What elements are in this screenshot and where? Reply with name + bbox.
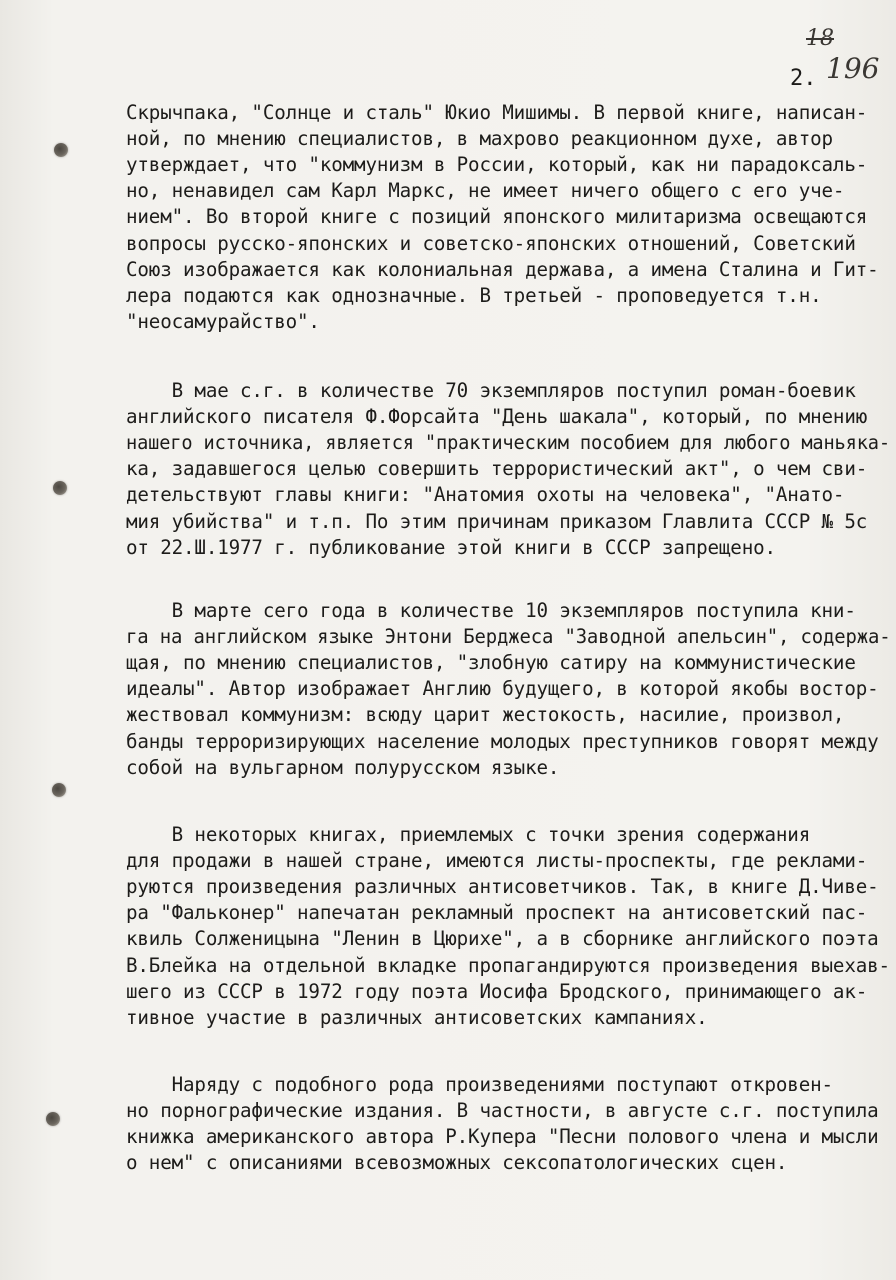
- text-line: вопросы русско-японских и советско-японских отношений, Советский: [126, 231, 856, 255]
- text-line: книжка американского автора Р.Купера "Песни полового члена и мысли: [126, 1125, 879, 1149]
- page-number: 2.: [790, 66, 817, 91]
- text-line: квиль Солженицына "Ленин в Цюрихе", а в сборнике английского поэта: [126, 927, 879, 951]
- text-line: В некоторых книгах, приемлемых с точки зрения содержания: [126, 823, 811, 846]
- text-line: для продажи в нашей стране, имеются листы-проспекты, где реклами-: [126, 849, 868, 873]
- text-line: нием". Во второй книге с позиций японского милитаризма освещаются: [126, 205, 868, 229]
- text-line: собой на вульгарном полурусском языке.: [126, 755, 560, 779]
- text-line: "неосамурайство".: [126, 309, 320, 333]
- text-line: Скрычпака, "Солнце и сталь" Юкио Мишимы. В первой книге, написан-: [126, 101, 868, 124]
- text-line: но порнографические издания. В частности, в августе с.г. поступила: [126, 1099, 879, 1123]
- text-line: В мае с.г. в количестве 70 экземпляров поступил роман-боевик: [126, 379, 856, 402]
- text-line: от 22.Ш.1977 г. публикование этой книги в СССР запрещено.: [126, 535, 776, 559]
- text-line: детельствуют главы книги: "Анатомия охоты на человека", "Анато-: [126, 483, 845, 507]
- text-line: ка, задавшегося целью совершить террористический акт", о чем сви-: [126, 457, 868, 481]
- text-line: мия убийства" и т.п. По этим причинам приказом Главлита СССР № 5с: [126, 509, 868, 533]
- text-line: В марте сего года в количестве 10 экземпляров поступила кни-: [126, 599, 856, 622]
- text-line: но, ненавидел сам Карл Маркс, не имеет ничего общего с его уче-: [126, 179, 845, 203]
- text-line: шего из СССР в 1972 году поэта Иосифа Бродского, принимающего ак-: [126, 979, 868, 1003]
- text-line: тивное участие в различных антисоветских кампаниях.: [126, 1005, 708, 1029]
- text-line: Наряду с подобного рода произведениями поступают откровен-: [126, 1073, 833, 1096]
- text-line: ной, по мнению специалистов, в махрово реакционном духе, автор: [126, 127, 833, 151]
- text-line: щая, по мнению специалистов, "злобную сатиру на коммунистические: [126, 651, 856, 675]
- punch-hole: [52, 783, 66, 797]
- text-line: о нем" с описаниями всевозможных сексопатологических сцен.: [126, 1151, 788, 1175]
- text-line: банды терроризирующих население молодых преступников говорят между: [126, 729, 879, 753]
- text-line: га на английском языке Энтони Берджеса "Заводной апельсин", содержа-: [126, 625, 891, 649]
- punch-hole: [53, 481, 67, 495]
- text-line: руются произведения различных антисоветчиков. Так, в книге Д.Чиве-: [126, 875, 879, 899]
- text-line: нашего источника, является "практическим пособием для любого маньяка-: [126, 431, 890, 455]
- text-line: В.Блейка на отдельной вкладке пропагандируются произведения выехав-: [126, 953, 890, 977]
- punch-hole: [54, 143, 68, 157]
- punch-hole: [46, 1112, 60, 1126]
- text-line: ра "Фальконер" напечатан рекламный проспект на антисоветский пас-: [126, 901, 868, 925]
- text-line: Союз изображается как колониальная держава, а имена Сталина и Гит-: [126, 257, 879, 281]
- handwritten-struck-number: 18: [806, 26, 834, 51]
- text-line: утверждает, что "коммунизм в России, который, как ни парадоксаль-: [126, 153, 868, 177]
- text-line: идеалы". Автор изображает Англию будущего, в которой якобы востор-: [126, 677, 879, 701]
- text-line: жествовал коммунизм: всюду царит жестокость, насилие, произвол,: [126, 703, 845, 727]
- text-line: лера подаются как однозначные. В третьей - проповедуется т.н.: [126, 283, 822, 307]
- handwritten-folio-number: 196: [826, 52, 880, 85]
- text-line: английского писателя Ф.Форсайта "День шакала", который, по мнению: [126, 405, 868, 429]
